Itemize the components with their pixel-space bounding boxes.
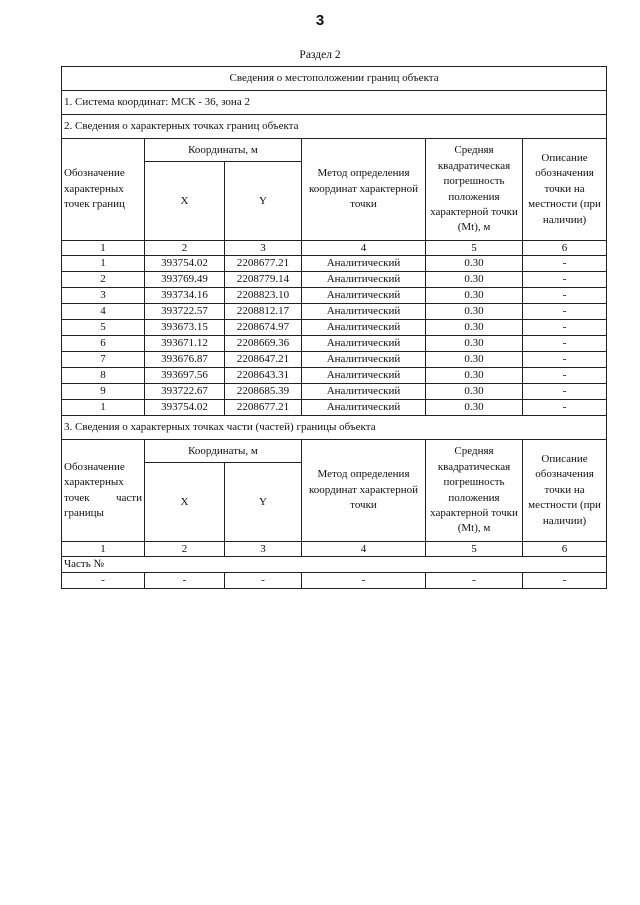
section2-header-description: Описание обозначения точки на местности (при наличии) bbox=[523, 139, 607, 241]
section3-title: 3. Сведения о характерных точках части (частей) границы объекта bbox=[62, 416, 607, 440]
coordinate-system: 1. Система координат: МСК - 36, зона 2 bbox=[62, 91, 607, 115]
table-cell: - bbox=[523, 384, 607, 400]
section3-header-designation: Обозначение характерных точек части границы bbox=[62, 440, 145, 542]
table-cell: 1 bbox=[62, 256, 145, 272]
table-cell: 0.30 bbox=[426, 352, 523, 368]
table-cell: Аналитический bbox=[302, 384, 426, 400]
table-cell: 393769.49 bbox=[145, 272, 225, 288]
table-cell: 2208643.31 bbox=[225, 368, 302, 384]
table-cell: 8 bbox=[62, 368, 145, 384]
table-cell: 0.30 bbox=[426, 288, 523, 304]
column-number: 6 bbox=[523, 241, 607, 256]
table-cell: 7 bbox=[62, 352, 145, 368]
table-cell: - bbox=[225, 573, 302, 589]
table-cell: 393676.87 bbox=[145, 352, 225, 368]
table-cell: 5 bbox=[62, 320, 145, 336]
section2-header-error: Средняя квадратическая погрешность положения характерной точки (Mt), м bbox=[426, 139, 523, 241]
table-cell: 9 bbox=[62, 384, 145, 400]
page-number: 3 bbox=[315, 12, 325, 29]
table-cell: 0.30 bbox=[426, 304, 523, 320]
table-row bbox=[62, 384, 607, 400]
table-cell: 393697.56 bbox=[145, 368, 225, 384]
table-cell: - bbox=[523, 320, 607, 336]
table-cell: 2208669.36 bbox=[225, 336, 302, 352]
column-number: 4 bbox=[302, 241, 426, 256]
column-number: 5 bbox=[426, 542, 523, 557]
section3-header-method: Метод определения координат характерной точки bbox=[302, 440, 426, 542]
column-number: 1 bbox=[62, 241, 145, 256]
section3-header-error: Средняя квадратическая погрешность положения характерной точки (Mt), м bbox=[426, 440, 523, 542]
table-cell: 3 bbox=[62, 288, 145, 304]
section2-header-coordinates: Координаты, м bbox=[145, 139, 302, 162]
table-row bbox=[62, 304, 607, 320]
table-cell: - bbox=[523, 272, 607, 288]
table-cell: 393734.16 bbox=[145, 288, 225, 304]
section2-header-y: Y bbox=[225, 162, 302, 241]
section3-header-y: Y bbox=[225, 463, 302, 542]
table-cell: - bbox=[426, 573, 523, 589]
table-row bbox=[62, 336, 607, 352]
table-row bbox=[62, 320, 607, 336]
table-cell: - bbox=[523, 304, 607, 320]
table-row bbox=[62, 288, 607, 304]
section3-header-x: X bbox=[145, 463, 225, 542]
table-cell: 0.30 bbox=[426, 336, 523, 352]
table-cell: 1 bbox=[62, 400, 145, 416]
column-number: 4 bbox=[302, 542, 426, 557]
table-cell: 2208779.14 bbox=[225, 272, 302, 288]
table-cell: - bbox=[523, 288, 607, 304]
table-cell: 2208677.21 bbox=[225, 256, 302, 272]
table-cell: 393722.57 bbox=[145, 304, 225, 320]
table-cell: 2208812.17 bbox=[225, 304, 302, 320]
table-cell: 0.30 bbox=[426, 272, 523, 288]
column-number: 3 bbox=[225, 542, 302, 557]
section2-header-method: Метод определения координат характерной точки bbox=[302, 139, 426, 241]
table-cell: - bbox=[523, 400, 607, 416]
table-cell: - bbox=[145, 573, 225, 589]
table-cell: 6 bbox=[62, 336, 145, 352]
section3-header-coordinates: Координаты, м bbox=[145, 440, 302, 463]
table-cell: 2208674.97 bbox=[225, 320, 302, 336]
table-cell: 0.30 bbox=[426, 256, 523, 272]
table-cell: 2208647.21 bbox=[225, 352, 302, 368]
table-title: Сведения о местоположении границ объекта bbox=[62, 67, 607, 91]
boundary-table bbox=[61, 66, 607, 589]
table-cell: - bbox=[523, 256, 607, 272]
column-number: 6 bbox=[523, 542, 607, 557]
table-row bbox=[62, 256, 607, 272]
table-row bbox=[62, 368, 607, 384]
table-cell: 2 bbox=[62, 272, 145, 288]
table-cell: 393671.12 bbox=[145, 336, 225, 352]
table-cell: - bbox=[523, 352, 607, 368]
table-cell: 0.30 bbox=[426, 384, 523, 400]
section2-header-x: X bbox=[145, 162, 225, 241]
table-cell: - bbox=[523, 573, 607, 589]
table-cell: Аналитический bbox=[302, 352, 426, 368]
table-cell: - bbox=[302, 573, 426, 589]
table-cell: 0.30 bbox=[426, 400, 523, 416]
table-cell: 0.30 bbox=[426, 368, 523, 384]
table-cell: Аналитический bbox=[302, 320, 426, 336]
column-number: 3 bbox=[225, 241, 302, 256]
table-cell: 2208677.21 bbox=[225, 400, 302, 416]
table-row bbox=[62, 272, 607, 288]
part-label: Часть № bbox=[62, 557, 607, 573]
section-label: Раздел 2 bbox=[299, 49, 341, 61]
table-cell: Аналитический bbox=[302, 288, 426, 304]
section2-header-designation: Обозначение характерных точек границ bbox=[62, 139, 145, 241]
table-cell: 393754.02 bbox=[145, 400, 225, 416]
table-row bbox=[62, 400, 607, 416]
table-cell: 393673.15 bbox=[145, 320, 225, 336]
table-cell: - bbox=[523, 368, 607, 384]
column-number: 1 bbox=[62, 542, 145, 557]
table-cell: 4 bbox=[62, 304, 145, 320]
column-number: 2 bbox=[145, 542, 225, 557]
table-cell: - bbox=[62, 573, 145, 589]
table-cell: 0.30 bbox=[426, 320, 523, 336]
table-row bbox=[62, 573, 607, 589]
table-cell: Аналитический bbox=[302, 400, 426, 416]
table-cell: Аналитический bbox=[302, 304, 426, 320]
table-cell: 393754.02 bbox=[145, 256, 225, 272]
table-cell: Аналитический bbox=[302, 272, 426, 288]
table-row bbox=[62, 352, 607, 368]
table-cell: Аналитический bbox=[302, 336, 426, 352]
table-cell: 393722.67 bbox=[145, 384, 225, 400]
table-cell: - bbox=[523, 336, 607, 352]
section2-title: 2. Сведения о характерных точках границ объекта bbox=[62, 115, 607, 139]
section3-header-description: Описание обозначения точки на местности (при наличии) bbox=[523, 440, 607, 542]
table-cell: Аналитический bbox=[302, 256, 426, 272]
column-number: 2 bbox=[145, 241, 225, 256]
table-cell: Аналитический bbox=[302, 368, 426, 384]
table-cell: 2208823.10 bbox=[225, 288, 302, 304]
column-number: 5 bbox=[426, 241, 523, 256]
table-cell: 2208685.39 bbox=[225, 384, 302, 400]
